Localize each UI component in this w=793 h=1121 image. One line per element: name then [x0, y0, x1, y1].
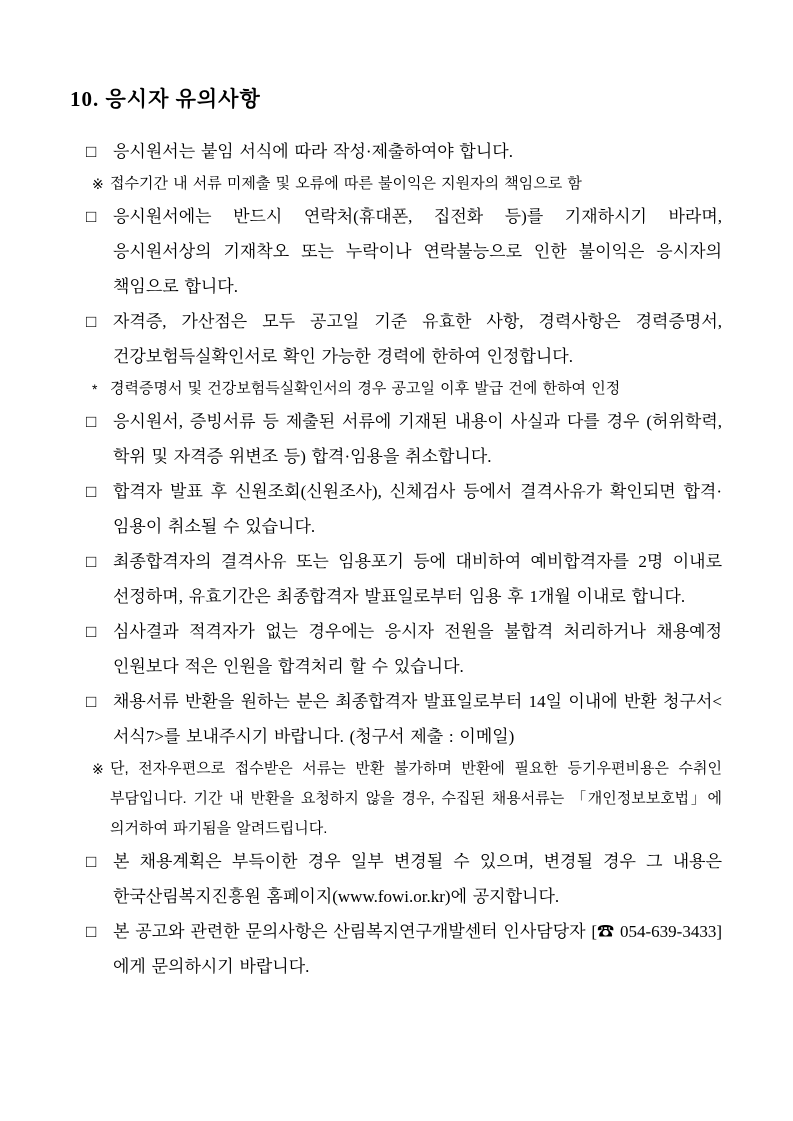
note-item-text: 경력증명서 및 건강보험득실확인서의 경우 공고일 이후 발급 건에 한하여 인정	[110, 380, 621, 397]
note-item	[70, 754, 722, 844]
notice-item	[70, 914, 722, 984]
checkbox-bullet-icon: □	[86, 922, 97, 941]
note-item	[70, 374, 722, 404]
notice-item-text: 본 채용계획은 부득이한 경우 일부 변경될 수 있으며, 변경될 경우 그 내용은 한국산림복지진흥원 홈페이지(www.fowi.or.kr)에 공지합니다.	[113, 852, 722, 906]
checkbox-bullet-icon: □	[86, 692, 97, 711]
notice-item-text: 응시원서는 붙임 서식에 따라 작성·제출하여야 합니다.	[113, 142, 513, 161]
notice-item	[70, 544, 722, 614]
notice-item-text: 응시원서에는 반드시 연락처(휴대폰, 집전화 등)를 기재하시기 바라며, 응시원서상의 기재착오 또는 누락이나 연락불능으로 인한 불이익은 응시자의 책임으로 합니다.	[113, 207, 722, 296]
notice-item	[70, 614, 722, 684]
notice-item	[70, 134, 722, 169]
notice-item-text: 채용서류 반환을 원하는 분은 최종합격자 발표일로부터 14일 이내에 반환 청구서<서식7>를 보내주시기 바랍니다. (청구서 제출 : 이메일)	[113, 692, 722, 746]
notice-item-text: 응시원서, 증빙서류 등 제출된 서류에 기재된 내용이 사실과 다를 경우 (허위학력, 학위 및 자격증 위변조 등) 합격·임용을 취소합니다.	[113, 412, 722, 466]
checkbox-bullet-icon: □	[86, 622, 97, 641]
notice-item	[70, 199, 722, 304]
asterisk-mark-icon: *	[92, 381, 98, 397]
notice-item	[70, 474, 722, 544]
notice-item	[70, 844, 722, 914]
note-item-text: 접수기간 내 서류 미제출 및 오류에 따른 불이익은 지원자의 책임으로 함	[110, 175, 582, 192]
notice-item	[70, 304, 722, 374]
notice-item-text: 본 공고와 관련한 문의사항은 산림복지연구개발센터 인사담당자 [☎ 054-639-3433]에게 문의하시기 바랍니다.	[113, 922, 722, 976]
note-item-text: 단, 전자우편으로 접수받은 서류는 반환 불가하며 반환에 필요한 등기우편비용은 수취인 부담입니다. 기간 내 반환을 요청하지 않을 경우, 수집된 채용서류는 「개인정보보호법」에 의거하여 파기됨을 알려드립니다.	[110, 760, 722, 837]
notice-item-text: 자격증, 가산점은 모두 공고일 기준 유효한 사항, 경력사항은 경력증명서, 건강보험득실확인서로 확인 가능한 경력에 한하여 인정합니다.	[113, 312, 722, 366]
checkbox-bullet-icon: □	[86, 552, 97, 571]
notice-item	[70, 404, 722, 474]
checkbox-bullet-icon: □	[86, 142, 97, 161]
notice-list	[70, 134, 722, 984]
checkbox-bullet-icon: □	[86, 482, 97, 501]
reference-mark-icon: ※	[92, 176, 104, 192]
note-item	[70, 169, 722, 199]
notice-item-text: 합격자 발표 후 신원조회(신원조사), 신체검사 등에서 결격사유가 확인되면 합격·임용이 취소될 수 있습니다.	[113, 482, 722, 536]
checkbox-bullet-icon: □	[86, 312, 97, 331]
notice-item	[70, 684, 722, 754]
notice-item-text: 심사결과 적격자가 없는 경우에는 응시자 전원을 불합격 처리하거나 채용예정 인원보다 적은 인원을 합격처리 할 수 있습니다.	[113, 622, 722, 676]
checkbox-bullet-icon: □	[86, 852, 97, 871]
checkbox-bullet-icon: □	[86, 412, 97, 431]
reference-mark-icon: ※	[92, 761, 104, 777]
checkbox-bullet-icon: □	[86, 207, 97, 226]
notice-item-text: 최종합격자의 결격사유 또는 임용포기 등에 대비하여 예비합격자를 2명 이내로 선정하며, 유효기간은 최종합격자 발표일로부터 임용 후 1개월 이내로 합니다.	[113, 552, 722, 606]
section-heading: 10. 응시자 유의사항	[70, 87, 261, 111]
